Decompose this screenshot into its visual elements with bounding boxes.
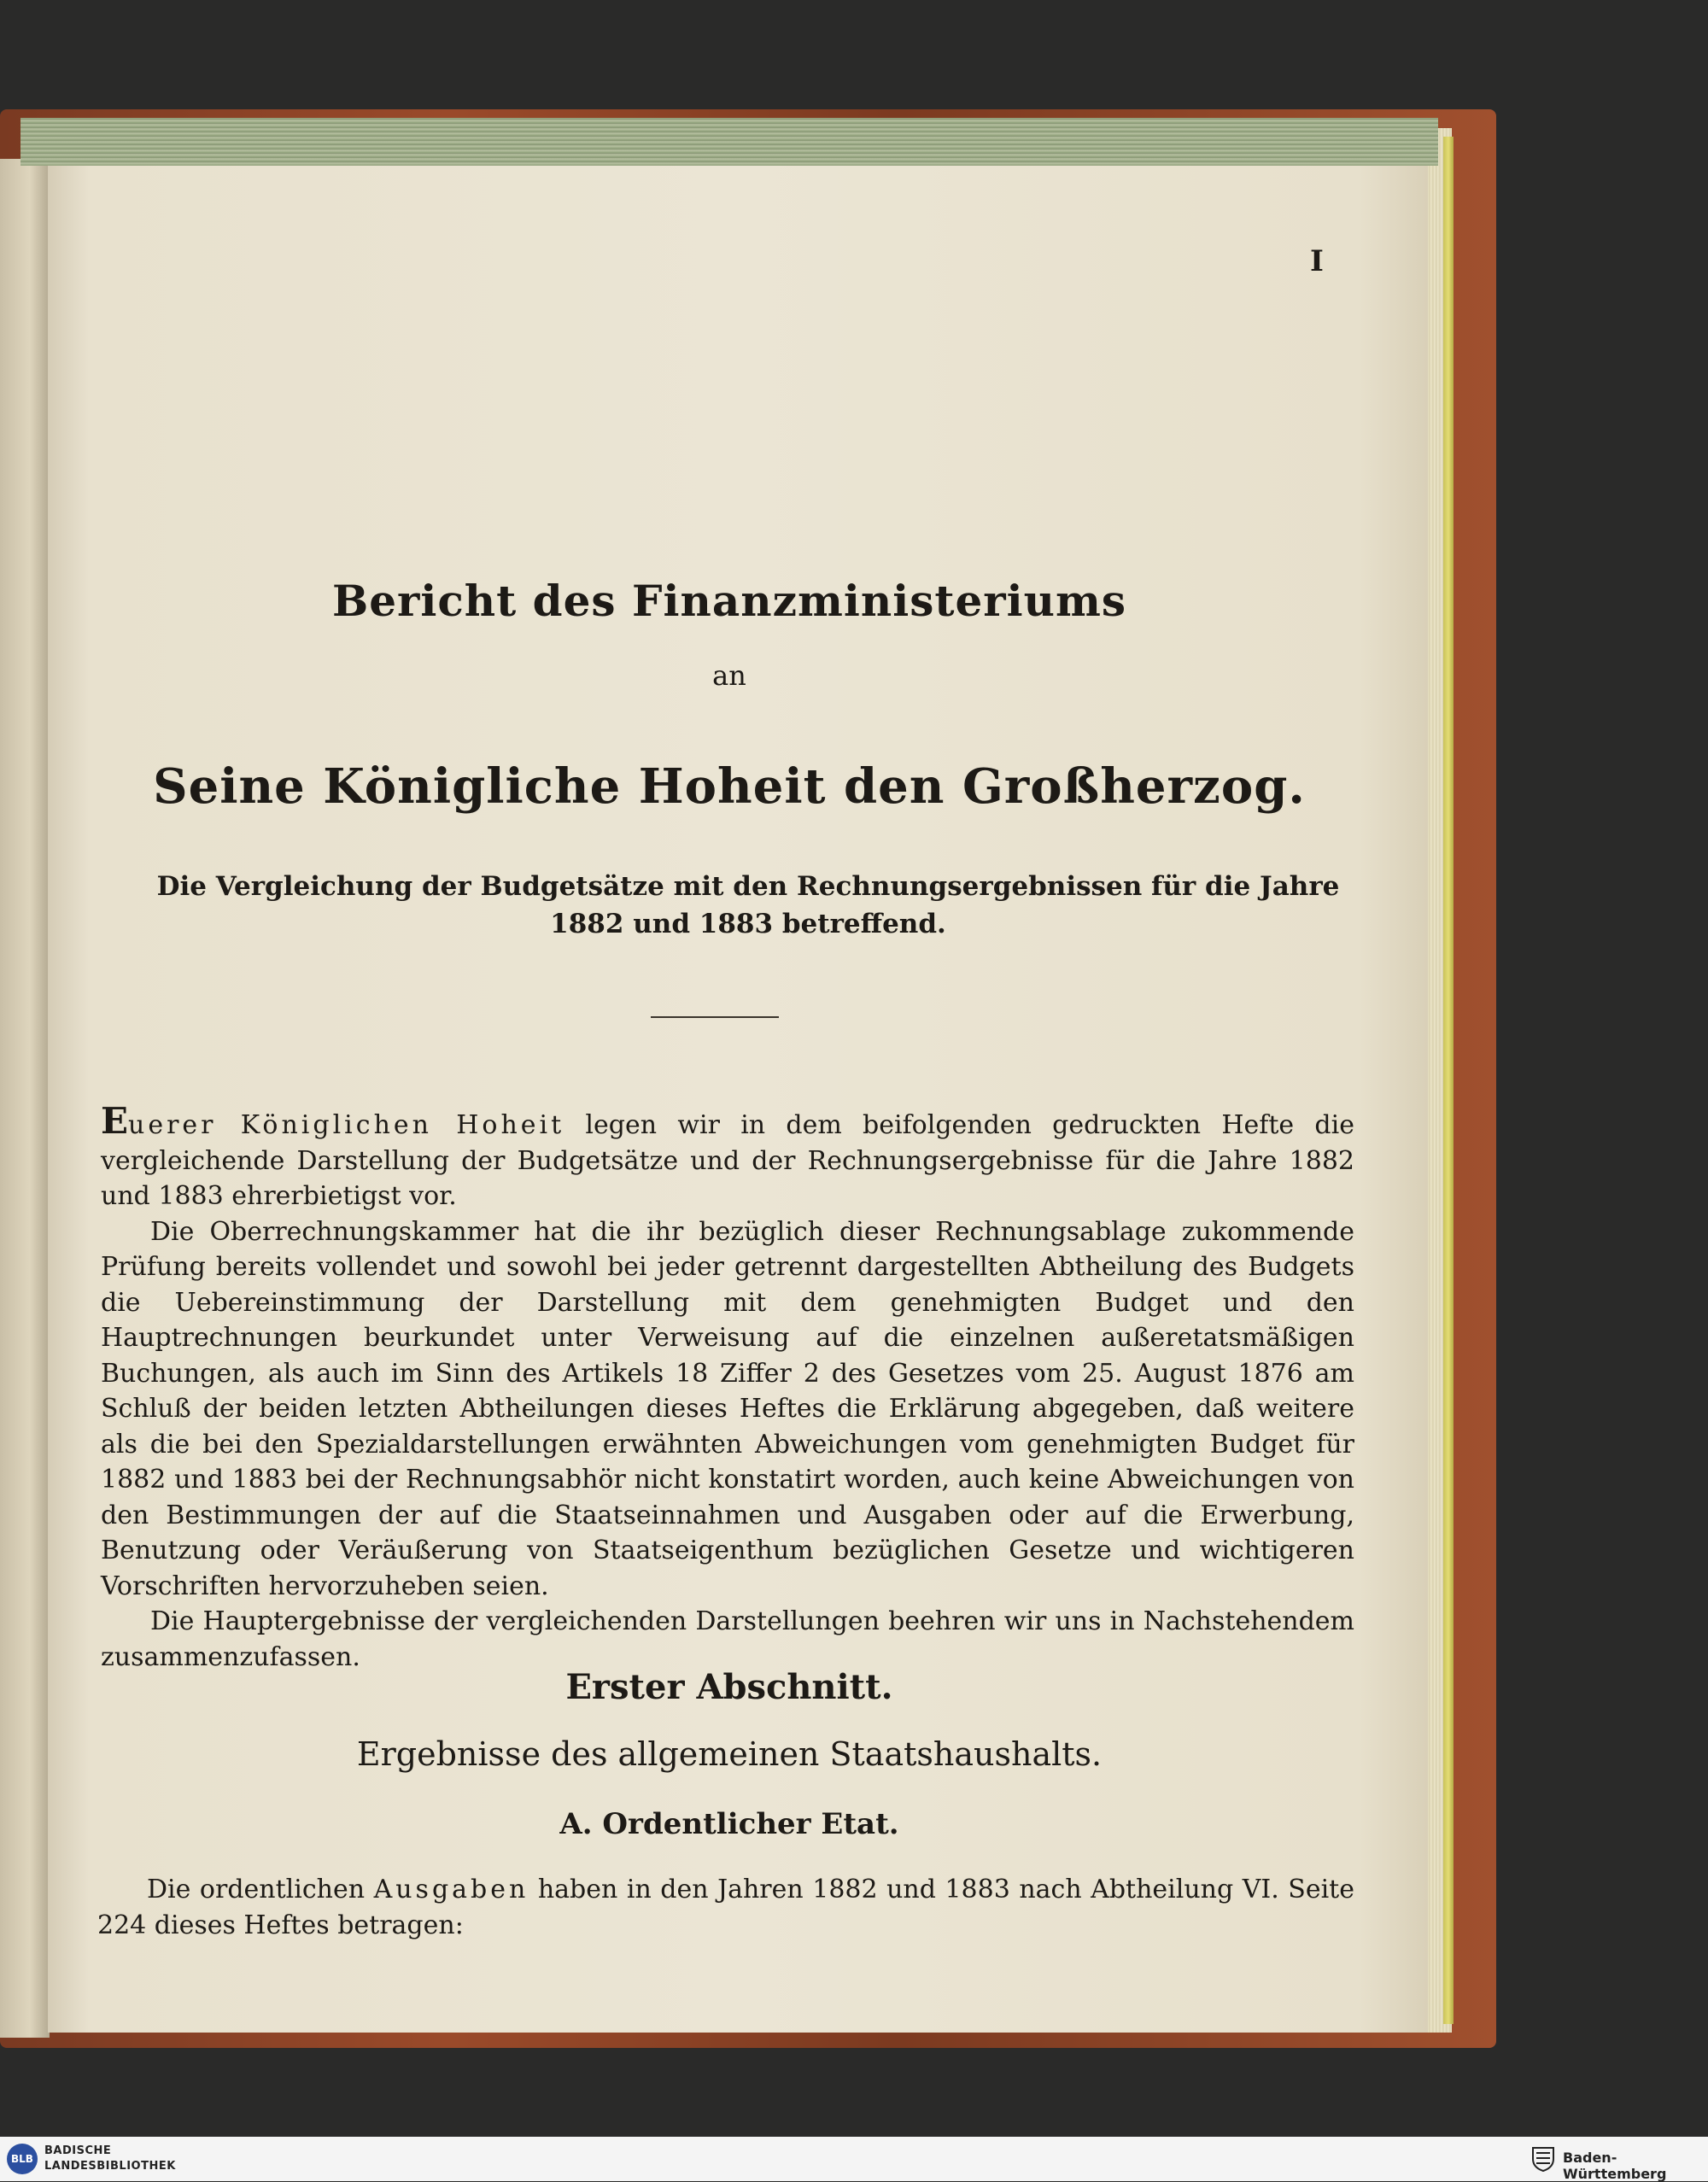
paragraph-4-spaced: Ausgaben — [373, 1875, 529, 1904]
document-subtitle: Die Vergleichung der Budgetsätze mit den Rechnungsergebnissen für die Jahre 1882 und 1883 betreffend. — [156, 871, 1340, 939]
salutation-spaced: uerer Königlichen Hoheit — [128, 1110, 565, 1140]
paragraph-4-text: haben in den Jahren 1882 und 1883 nach Abtheilung VI. Seite 224 dieses Heftes betragen: — [97, 1875, 1354, 1940]
paragraph-2: Die Oberrechnungskammer hat die ihr bezüglich dieser Rechnungsablage zukommende Prüfung bereits vollendet und sowohl bei jeder getrennt dargestellten Abtheilung des Budgets die Uebereinstimmung der Darstellung mit dem genehmigten Budget und den Hauptrechnungen beurkundet unter Verweisung auf die einzelnen außeretatsmäßigen Buchungen, als auch im Sinn des Artikels 18 Ziffer 2 des Gesetzes vom 25. August 1876 am Schluß der beiden letzten Abtheilungen dieses Heftes die Erklärung abgegeben, daß weitere als die bei den Spezialdarstellungen erwähnten Abweichungen vom genehmigten Budget für 1882 und 1883 bei der Rechnungsabhör nicht konstatirt worden, auch keine Abweichungen von den Bestimmungen der auf die Staatseinnahmen und Ausgaben oder auf die Erwerbung, Benutzung oder Veräußerung von Staatseigenthum bezüglichen Gesetze und wichtigeren Vorschriften hervorzuheben seien. — [101, 1216, 1354, 1601]
library-name-line-1: BADISCHE — [44, 2144, 112, 2157]
title-connector: an — [712, 659, 746, 692]
paragraph-3: Die Hauptergebnisse der vergleichenden Darstellungen beehren wir uns in Nachstehendem zusammenzufassen. — [101, 1606, 1354, 1672]
page-top-edge — [20, 118, 1438, 166]
section-a-heading: A. Ordentlicher Etat. — [559, 1807, 899, 1841]
library-name[interactable] — [44, 2144, 176, 2174]
body-text — [101, 1100, 1354, 1675]
document-addressee: Seine Königliche Hoheit den Großherzog. — [153, 758, 1306, 815]
footer-bar — [0, 2137, 1708, 2181]
paragraph-1-text: legen wir in dem beifolgenden gedruckten Hefte die vergleichende Darstellung der Budgetsätze und der Rechnungsergebnisse für die Jahre 1882 und 1883 ehrerbietigst vor. — [101, 1110, 1354, 1211]
paragraph-4-start: Die ordentlichen — [147, 1875, 374, 1904]
state-name[interactable]: Baden-Württemberg — [1563, 2150, 1667, 2182]
document-page — [48, 159, 1428, 2033]
blb-logo-icon[interactable]: BLB — [7, 2144, 38, 2174]
drop-cap: E — [101, 1100, 129, 1142]
section-heading: Erster Abschnitt. — [565, 1667, 893, 1707]
coat-of-arms-icon — [1530, 2145, 1556, 2173]
left-page-edge — [0, 159, 50, 2038]
gilt-edge — [1443, 137, 1454, 2024]
library-name-line-2: LANDESBIBLIOTHEK — [44, 2160, 176, 2173]
divider-rule — [651, 1016, 779, 1018]
paragraph-4 — [97, 1872, 1354, 1943]
body-text-2 — [97, 1872, 1354, 1943]
page-number: I — [1310, 244, 1324, 278]
document-title: Bericht des Finanzministeriums — [331, 576, 1127, 626]
section-subheading: Ergebnisse des allgemeinen Staatshaushalts. — [356, 1735, 1103, 1773]
paragraph-1 — [101, 1100, 1354, 1214]
